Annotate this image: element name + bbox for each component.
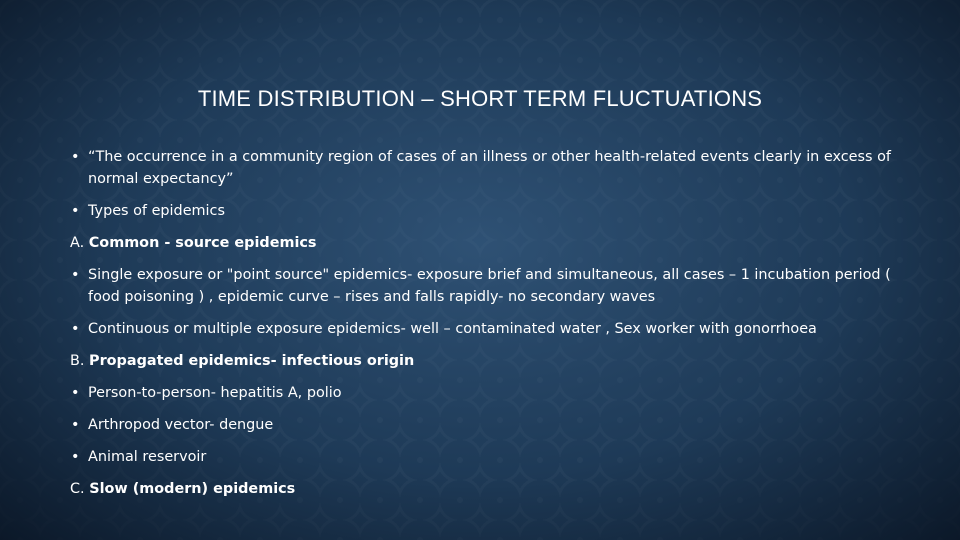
section-heading bbox=[70, 350, 900, 372]
bullet-dot-icon: • bbox=[71, 417, 80, 433]
bullet-item bbox=[70, 382, 900, 404]
bullet-item bbox=[70, 446, 900, 468]
bullet-dot-icon: • bbox=[71, 267, 80, 283]
bullet-dot-icon: • bbox=[71, 149, 80, 165]
slide-title: TIME DISTRIBUTION – SHORT TERM FLUCTUATIONS bbox=[197, 86, 763, 111]
bullet-item bbox=[70, 318, 900, 340]
bullet-item bbox=[70, 200, 900, 222]
bullet-text: Single exposure or "point source" epidemics- exposure brief and simultaneous, all cases – 1 incubation period ( food poisoning ) , epidemic curve – rises and falls rapidly- no secondary waves bbox=[88, 267, 891, 305]
section-letter: B. bbox=[70, 353, 85, 369]
bullet-item bbox=[70, 264, 900, 308]
bullet-item bbox=[70, 414, 900, 436]
section-letter: C. bbox=[70, 481, 85, 497]
bullet-text: Continuous or multiple exposure epidemics- well – contaminated water , Sex worker with gonorrhoea bbox=[88, 321, 817, 337]
bullet-text: Person-to-person- hepatitis A, polio bbox=[88, 385, 342, 401]
section-heading bbox=[70, 478, 900, 500]
section-title: Propagated epidemics- infectious origin bbox=[89, 353, 415, 369]
section-heading bbox=[70, 232, 900, 254]
bullet-text: Types of epidemics bbox=[88, 203, 225, 219]
bullet-text: Arthropod vector- dengue bbox=[88, 417, 274, 433]
bullet-dot-icon: • bbox=[71, 203, 80, 219]
bullet-text: “The occurrence in a community region of cases of an illness or other health-related events clearly in excess of normal expectancy” bbox=[88, 149, 891, 187]
bullet-text: Animal reservoir bbox=[88, 449, 207, 465]
section-title: Common - source epidemics bbox=[88, 235, 317, 251]
bullet-dot-icon: • bbox=[71, 449, 80, 465]
section-letter: A. bbox=[70, 235, 85, 251]
slide-body bbox=[70, 146, 900, 510]
bullet-dot-icon: • bbox=[71, 321, 80, 337]
section-title: Slow (modern) epidemics bbox=[89, 481, 296, 497]
bullet-dot-icon: • bbox=[71, 385, 80, 401]
bullet-item bbox=[70, 146, 900, 190]
